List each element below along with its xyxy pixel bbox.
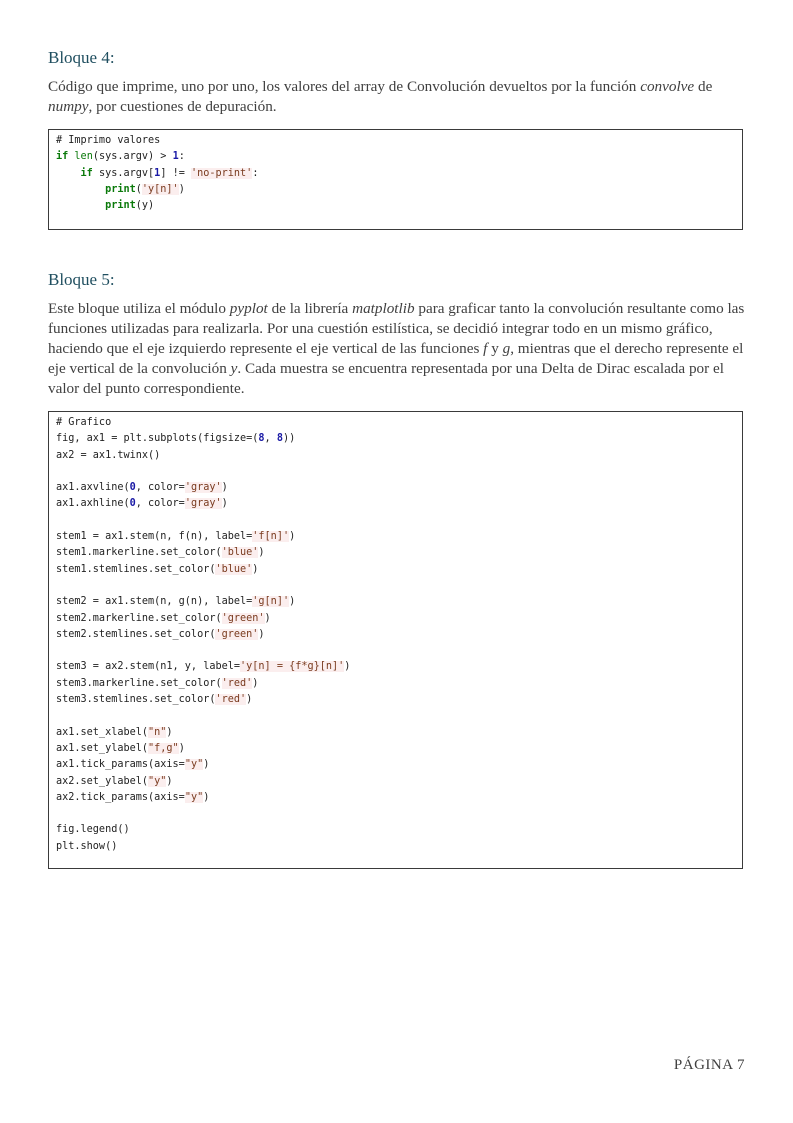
code-line	[56, 578, 735, 594]
bloque5-code-block	[48, 411, 743, 869]
code-line: ax1.set_ylabel("f,g")	[56, 742, 185, 754]
code-line	[56, 464, 735, 480]
code-line: stem3.markerline.set_color('red')	[56, 677, 259, 689]
code-line: stem1 = ax1.stem(n, f(n), label='f[n]')	[56, 531, 296, 543]
code-line: stem3.stemlines.set_color('red')	[56, 694, 253, 706]
code-line: ax2.tick_params(axis="y")	[56, 791, 210, 803]
bloque4-paragraph: Código que imprime, uno por uno, los valores del array de Convolución devueltos por la función convolve de numpy, por cuestiones de depuración.	[48, 78, 713, 115]
code-line: print('y[n]')	[105, 183, 185, 195]
bloque5-paragraph: Este bloque utiliza el módulo pyplot de la librería matplotlib para graficar tanto la convolución resultante como las funciones utilizadas para realizarla. Por una cuestión estilística, se decidió integrar todo en un mismo gráfico, haciendo que el eje izquierdo represente el eje vertical de las funciones f y g, mientras que el derecho represente el eje vertical de la convolución y. Cada muestra se encuentra representada por una Delta de Dirac escalada por el valor del punto correspondiente.	[48, 300, 745, 397]
page-number: PÁGINA 7	[673, 1057, 745, 1073]
code-line: stem1.stemlines.set_color('blue')	[56, 563, 259, 575]
code-line: stem3 = ax2.stem(n1, y, label='y[n] = {f*g}[n]')	[56, 661, 351, 673]
code-line: if sys.argv[1] != 'no-print':	[80, 167, 259, 179]
code-line: ax1.set_xlabel("n")	[56, 726, 173, 738]
code-line	[56, 643, 735, 659]
code-line: plt.show()	[56, 840, 118, 852]
code-line: ax2 = ax1.twinx()	[56, 449, 161, 461]
code-line: ax1.tick_params(axis="y")	[56, 759, 210, 771]
code-line: if len(sys.argv) > 1:	[56, 151, 185, 163]
code-line: # Imprimo valores	[56, 135, 161, 146]
code-line: fig, ax1 = plt.subplots(figsize=(8, 8))	[56, 433, 296, 445]
code-line: stem2.markerline.set_color('green')	[56, 612, 271, 624]
code-line: ax2.set_ylabel("y")	[56, 775, 173, 787]
bloque4-code-block	[48, 129, 743, 230]
bloque5-heading: Bloque 5:	[48, 270, 115, 289]
code-line: stem2 = ax1.stem(n, g(n), label='g[n]')	[56, 596, 296, 608]
code-line: fig.legend()	[56, 824, 130, 836]
bloque4-heading: Bloque 4:	[48, 48, 115, 67]
code-line	[56, 708, 735, 724]
code-line: ax1.axhline(0, color='gray')	[56, 498, 228, 510]
code-line	[56, 806, 735, 822]
code-line: print(y)	[105, 200, 155, 212]
code-line: stem1.markerline.set_color('blue')	[56, 547, 265, 559]
code-line: ax1.axvline(0, color='gray')	[56, 482, 228, 494]
code-line: stem2.stemlines.set_color('green')	[56, 628, 265, 640]
code-line: # Grafico	[56, 417, 112, 428]
code-line	[56, 513, 735, 529]
